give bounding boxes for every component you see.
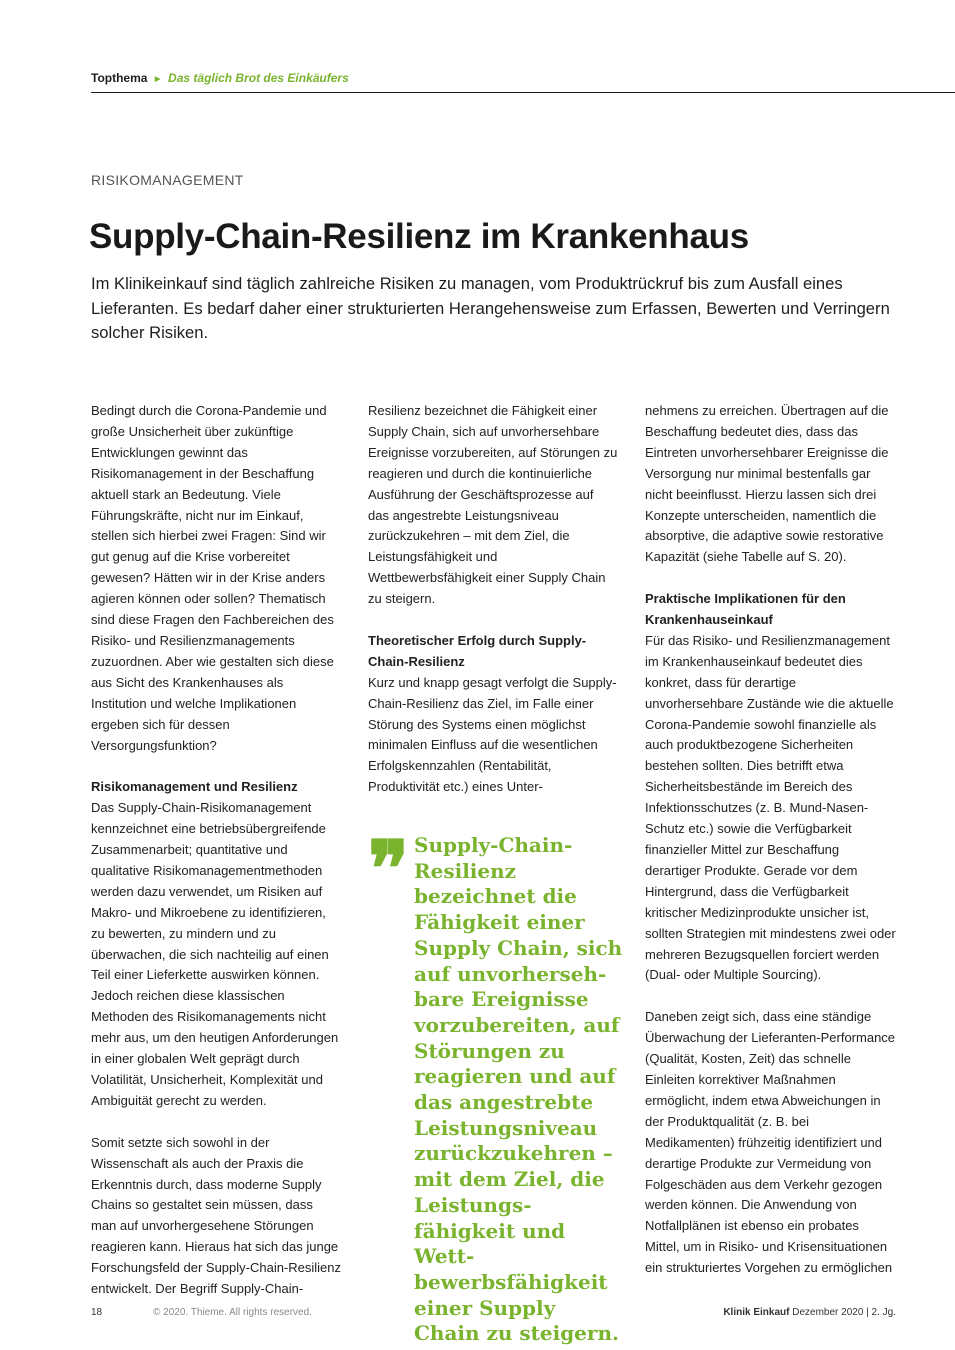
section-label: Topthema: [91, 71, 148, 85]
subheading: Risikomanagement und Resilienz: [91, 779, 298, 795]
paragraph: Für das Risiko- und Resilienzmanagement im Krankenhauseinkauf bedeutet dies konkret, dass für derartige unvorhersehbare Zustände wie die aktuelle Corona-Pandemie sowohl finanzielle als auch produktbezogene Sicherheiten bestehen sollten. Dies betrifft etwa Sicherheitsbestände im Bereich des Infektionsschutzes (z. B. Mund-Nasen-Schutz etc.) sowie die Verfügbarkeit finanzieller Mittel zur Beschaffung derartiger Produkte. Gerade vor dem Hintergrund, dass die Verfügbarkeit kritischer Medizinprodukte unsicher ist, sollten Strategien mit mindestens zwei oder mehreren Bezugsquellen forciert werden (Dual- oder Multiple Sourcing).: [645, 632, 896, 983]
quote-mark-icon: ❞: [368, 824, 409, 913]
journal-issue: Dezember 2020 | 2. Jg.: [792, 1307, 896, 1318]
body-column-2: [368, 401, 618, 798]
pull-quote: [368, 824, 623, 1346]
topic-label: Das täglich Brot des Einkäufers: [168, 71, 349, 85]
paragraph: Bedingt durch die Corona-Pandemie und große Unsicherheit über zukünftige Entwicklungen gewinnt das Risikomanagement in der Beschaffung aktuell stark an Bedeutung. Viele Führungskräfte, nicht nur im Einkauf, stellen sich hierbei zwei Fragen: Sind wir gut genug auf die Krise vorbereitet gewesen? Hätten wir in der Krise anders agieren können oder sollen? Thematisch sind diese Fragen den Fachbereichen des Risiko- und Resilienzmanagements zuzuordnen. Aber wie gestalten sich diese aus Sicht des Krankenhauses als Institution und welche Implikationen ergeben sich für dessen Versorgungsfunktion?: [91, 403, 334, 753]
article-title: Supply-Chain-Resilienz im Krankenhaus: [89, 217, 749, 256]
paragraph: nehmens zu erreichen. Übertragen auf die Beschaffung bedeutet dies, dass das Eintreten unvorhersehbarer Ereignisse die Versorgung nur minimal bestenfalls gar nicht beeinflusst. Hierzu lassen sich drei Konzepte unterscheiden, namentlich die absorptive, die adaptive sowie restorative Kapazität (siehe Tabelle auf S. 20).: [645, 403, 889, 565]
running-header: [91, 70, 349, 88]
paragraph: Somit setzte sich sowohl in der Wissenschaft als auch der Praxis die Erkenntnis durch, dass moderne Supply Chains so gestaltet sein müssen, dass man auf unvorhergesehene Störungen reagieren kann. Hieraus hat sich das junge Forschungsfeld der Supply-Chain-Resilienz entwickelt. Der Begriff Supply-Chain-: [91, 1134, 342, 1297]
triangle-arrow-icon: ►: [152, 74, 163, 85]
body-column-1: [91, 401, 341, 1300]
journal-name: Klinik Einkauf: [723, 1307, 790, 1318]
paragraph: Daneben zeigt sich, dass eine ständige Überwachung der Lieferanten-Performance (Qualität, Kosten, Zeit) das schnelle Einleiten korrektiver Maßnahmen ermöglicht, indem etwa Abweichungen in der Produktqualität (z. B. bei Medikamenten) frühzeitig identifiziert und derartige Produkte zur Vermeidung von Folgeschäden aus dem Verkehr gezogen werden können. Die Anwendung von Notfallplänen ist ebenso ein probates Mittel, um in Risiko- und Krisensituationen ein strukturiertes Vorgehen zu ermöglichen: [645, 1009, 896, 1276]
pull-quote-text: Supply-Chain-Resilienz bezeichnet die Fähigkeit einer Supply Chain, sich auf unvorhersehbare Ereignisse vorzubereiten, auf Störungen zu reagieren und auf das angestrebte Leistungsniveau zurückzukehren – mit dem Ziel, die Leistungsfähigkeit und Wettbewerbsfähigkeit einer Supply Chain zu steigern.: [414, 833, 623, 1346]
article-kicker: RISIKOMANAGEMENT: [91, 172, 244, 188]
journal-info: [723, 1306, 896, 1320]
paragraph: Resilienz bezeichnet die Fähigkeit einer Supply Chain, sich auf unvorhersehbare Ereignisse vorzubereiten, auf Störungen zu reagieren und durch die kontinuierliche Ausführung der Geschäftsprozesse auf das angestrebte Leistungsniveau zurückzukehren – mit dem Ziel, die Leistungsfähigkeit und Wettbewerbsfähigkeit einer Supply Chain zu steigern.: [368, 403, 618, 607]
copyright-notice: © 2020. Thieme. All rights reserved.: [153, 1307, 312, 1318]
subheading: Praktische Implikationen für den Krankenhauseinkauf: [645, 591, 846, 628]
header-divider: [91, 92, 955, 93]
paragraph: Kurz und knapp gesagt verfolgt die Supply-Chain-Resilienz das Ziel, im Falle einer Störung des Systems einen möglichst minimalen Einfluss auf die wesentlichen Erfolgskennzahlen (Rentabilität, Produktivität etc.) eines Unter-: [368, 674, 617, 795]
article-lead: Im Klinikeinkauf sind täglich zahlreiche Risiken zu managen, vom Produktrückruf bis zum Ausfall eines Lieferanten. Es bedarf daher einer strukturierten Herangehensweise zum Erfassen, Bewerten und Verringern solcher Risiken.: [91, 274, 890, 342]
paragraph: Das Supply-Chain-Risikomanagement kennzeichnet eine betriebsübergreifende Zusammenarbeit; quantitative und qualitative Risikomanagementmethoden werden dazu verwendet, um Risiken auf Makro- und Mikroebene zu identifizieren, zu bewerten, zu mindern und zu überwachen, die sich nachteilig auf einen Teil einer Lieferkette auswirken können. Jedoch reichen diese klassischen Methoden des Risikomanagements nicht mehr aus, um den heutigen Anforderungen in einer globalen Welt geprägt durch Volatilität, Unsicherheit, Komplexität und Ambiguität gerecht zu werden.: [91, 800, 339, 1108]
subheading: Theoretischer Erfolg durch Supply-Chain-Resilienz: [368, 632, 587, 669]
body-column-3: [645, 401, 897, 1279]
page-number: 18: [91, 1307, 103, 1318]
